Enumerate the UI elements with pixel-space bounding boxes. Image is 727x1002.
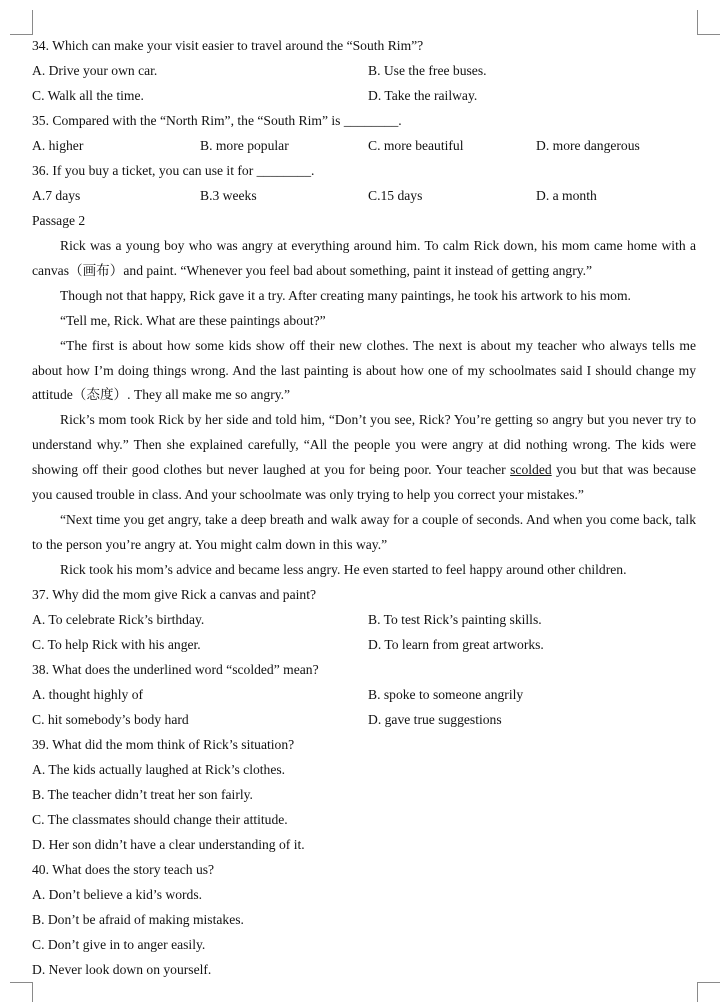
passage-paragraph-2: Though not that happy, Rick gave it a try. After creating many paintings, he took his artwork to his mom. bbox=[60, 287, 631, 303]
question-40-option-c: C. Don’t give in to anger easily. bbox=[32, 937, 206, 952]
question-34-option-c: C. Walk all the time. bbox=[32, 88, 144, 103]
passage-paragraph-7: Rick took his mom’s advice and became less angry. He even started to feel happy around other children. bbox=[60, 561, 627, 577]
crop-mark-top-right bbox=[697, 10, 720, 35]
question-37-option-c: C. To help Rick with his anger. bbox=[32, 637, 201, 652]
question-38-option-a: A. thought highly of bbox=[32, 687, 144, 702]
question-34-stem: 34. Which can make your visit easier to travel around the “South Rim”? bbox=[32, 38, 424, 53]
passage-paragraph-5 bbox=[32, 408, 696, 508]
question-38-option-c: C. hit somebody’s body hard bbox=[32, 712, 189, 727]
question-39-option-c: C. The classmates should change their attitude. bbox=[32, 812, 288, 827]
paragraph-5-text-before: Rick’s mom took Rick by her side and told him, “Don’t you see, Rick? You’re getting so angry but you never try to understand why.” Then she explained carefully, “All the people you were angry at did nothing wrong. The kids were showing off their good clothes but never laughed at you for being poor. Your teacher bbox=[32, 412, 696, 478]
question-40-option-d: D. Never look down on yourself. bbox=[32, 962, 212, 977]
crop-mark-bottom-right bbox=[697, 982, 720, 1002]
question-36-stem: 36. If you buy a ticket, you can use it for ________. bbox=[32, 163, 315, 178]
question-36-option-c: C.15 days bbox=[368, 188, 423, 203]
question-39-option-d: D. Her son didn’t have a clear understanding of it. bbox=[32, 837, 305, 852]
question-40-stem: 40. What does the story teach us? bbox=[32, 862, 215, 877]
question-37-option-d: D. To learn from great artworks. bbox=[368, 637, 544, 652]
passage-paragraph-3: “Tell me, Rick. What are these paintings about?” bbox=[60, 312, 326, 328]
question-35-option-c: C. more beautiful bbox=[368, 138, 464, 153]
question-38-stem: 38. What does the underlined word “scolded” mean? bbox=[32, 662, 319, 677]
passage-paragraph-1: Rick was a young boy who was angry at everything around him. To calm Rick down, his mom came home with a canvas（画布）and paint. “Whenever you feel bad about something, paint it instead of getting angry.” bbox=[32, 238, 696, 278]
paragraph-5-text-after: you but that was because you caused trouble in class. And your schoolmate was only trying to help you correct your mistakes.” bbox=[32, 462, 696, 503]
crop-mark-top-left bbox=[10, 10, 33, 35]
question-35-option-b: B. more popular bbox=[200, 138, 289, 153]
question-39-option-b: B. The teacher didn’t treat her son fairly. bbox=[32, 787, 253, 802]
question-38-option-d: D. gave true suggestions bbox=[368, 712, 502, 727]
question-37-option-b: B. To test Rick’s painting skills. bbox=[368, 612, 542, 627]
question-36-option-a: A.7 days bbox=[32, 188, 81, 203]
question-36-option-b: B.3 weeks bbox=[200, 188, 257, 203]
passage-heading: Passage 2 bbox=[32, 213, 86, 228]
question-39-option-a: A. The kids actually laughed at Rick’s clothes. bbox=[32, 762, 286, 777]
passage-paragraph-6: “Next time you get angry, take a deep breath and walk away for a couple of seconds. And when you come back, talk to the person you’re angry at. You might calm down in this way.” bbox=[32, 511, 696, 552]
passage-body bbox=[32, 234, 696, 583]
question-39-stem: 39. What did the mom think of Rick’s situation? bbox=[32, 737, 295, 752]
question-37-stem: 37. Why did the mom give Rick a canvas and paint? bbox=[32, 587, 317, 602]
question-35-stem: 35. Compared with the “North Rim”, the “South Rim” is ________. bbox=[32, 113, 402, 128]
passage-paragraph-4: “The first is about how some kids show off their new clothes. The next is about my teacher who always tells me about how I’m doing things wrong. And the last painting is about how one of my schoolmates said I should change my attitude（态度）. They all make me so angry.” bbox=[32, 337, 696, 403]
question-35-option-d: D. more dangerous bbox=[536, 138, 640, 153]
question-40-option-b: B. Don’t be afraid of making mistakes. bbox=[32, 912, 244, 927]
underlined-word-scolded: scolded bbox=[510, 462, 552, 478]
question-37-option-a: A. To celebrate Rick’s birthday. bbox=[32, 612, 205, 627]
question-38-option-b: B. spoke to someone angrily bbox=[368, 687, 524, 702]
question-34-option-a: A. Drive your own car. bbox=[32, 63, 158, 78]
question-34-option-b: B. Use the free buses. bbox=[368, 63, 487, 78]
question-34-option-d: D. Take the railway. bbox=[368, 88, 478, 103]
question-36-option-d: D. a month bbox=[536, 188, 597, 203]
crop-mark-bottom-left bbox=[10, 982, 33, 1002]
question-35-option-a: A. higher bbox=[32, 138, 84, 153]
question-40-option-a: A. Don’t believe a kid’s words. bbox=[32, 887, 203, 902]
